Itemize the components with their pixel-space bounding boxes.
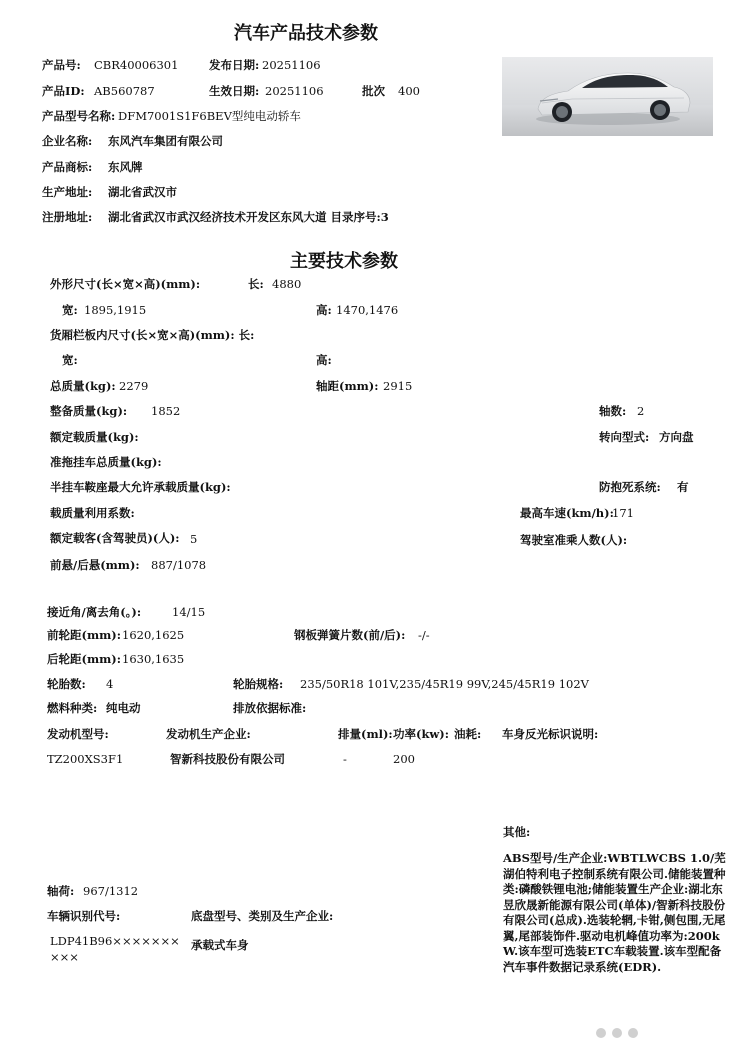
rear-track-value: 1630,1635 [122,652,185,666]
engine-maker-label: 发动机生产企业: [166,727,251,741]
emission-label: 排放依据标准: [233,701,307,715]
power-value: 200 [393,752,415,766]
leaf-spring-value: -/- [418,628,430,642]
passengers-value: 5 [190,532,198,546]
watermark [596,1020,736,1046]
chassis-label: 底盘型号、类别及生产企业: [191,909,334,923]
length-label: 长: [248,277,264,291]
page-title: 汽车产品技术参数 [234,23,378,44]
engine-model-value: TZ200XS3F1 [47,752,124,766]
displacement-label: 排量(ml): [338,727,393,741]
car-illustration [502,57,713,136]
axle-load-label: 轴荷: [47,884,75,898]
width-label: 宽: [62,303,78,317]
production-place-value: 湖北省武汉市 [108,185,177,199]
other-description: ABS型号/生产企业:WBTLWCBS 1.0/芜湖伯特利电子控制系统有限公司.储能装置种类:磷酸铁锂电池;储能装置生产企业:湖北东昱欣晟新能源有限公司(单体)/智新科技股份有限公司(总成).选装轮辋,卡钳,侧包围,无尾翼,尾部装饰件.驱动电机峰值功率为:200kW.该车型可选装ETC车载装置.该车型配备汽车事件数据记录系统(EDR). [503,851,726,974]
displacement-value: - [343,752,347,766]
curb-mass-value: 1852 [151,404,181,418]
cargo-dims-label: 货厢栏板内尺寸(长×宽×高)(mm): 长: [50,328,255,342]
total-mass-value: 2279 [119,379,149,393]
brand-value: 东风牌 [108,160,143,174]
model-value: DFM7001S1F6BEV型纯电动轿车 [118,109,301,123]
tires-count-label: 轮胎数: [47,677,86,691]
abs-value: 有 [677,480,689,494]
width-value: 1895,1915 [84,303,147,317]
tire-spec-value: 235/50R18 101V,235/45R19 99V,245/45R19 102V [300,677,589,691]
dims-label: 外形尺寸(长×宽×高)(mm): [50,277,201,291]
overhang-value: 887/1078 [151,558,207,572]
total-mass-label: 总质量(kg): [50,379,116,393]
engine-model-label: 发动机型号: [47,727,109,741]
wheelbase-value: 2915 [383,379,413,393]
white-electric-sedan-photo [502,57,713,136]
section-title-main-params: 主要技术参数 [290,251,398,272]
company-label: 企业名称: [42,134,93,148]
model-label: 产品型号名称: [42,109,116,123]
angles-label: 接近角/离去角(。): [47,605,142,619]
angles-value: 14/15 [172,605,206,619]
height-label: 高: [316,303,332,317]
rear-track-label: 后轮距(mm): [47,652,121,666]
product-id-label: 产品ID: [42,84,85,98]
max-speed-label: 最高车速(km/h): [520,506,614,520]
registered-address-value: 湖北省武汉市武汉经济技术开发区东风大道 目录序号:3 [108,210,389,224]
company-value: 东风汽车集团有限公司 [108,134,223,148]
axle-load-value: 967/1312 [83,884,139,898]
reflective-label: 车身反光标识说明: [502,727,599,741]
height-value: 1470,1476 [336,303,399,317]
front-track-label: 前轮距(mm): [47,628,121,642]
brand-label: 产品商标: [42,160,93,174]
release-date-label: 发布日期: [209,58,260,72]
overhang-label: 前悬/后悬(mm): [50,558,140,572]
tire-spec-label: 轮胎规格: [233,677,284,691]
effective-date-label: 生效日期: [209,84,260,98]
cargo-width-label: 宽: [62,353,78,367]
product-no-value: CBR40006301 [94,58,179,72]
fuel-label: 燃料种类: [47,701,98,715]
steering-label: 转向型式: [599,430,650,444]
saddle-mass-label: 半挂车鞍座最大允许承载质量(kg): [50,480,231,494]
wheelbase-label: 轴距(mm): [316,379,379,393]
abs-label: 防抱死系统: [599,480,661,494]
registered-address-label: 注册地址: [42,210,93,224]
watermark-dot-icon [596,1028,606,1038]
fuel-value: 纯电动 [106,701,141,715]
trailer-mass-label: 准拖挂车总质量(kg): [50,455,162,469]
cab-passengers-label: 驾驶室准乘人数(人): [520,533,628,547]
axles-value: 2 [637,404,645,418]
load-util-label: 载质量利用系数: [50,506,135,520]
watermark-dot-icon [612,1028,622,1038]
effective-date-value: 20251106 [265,84,324,98]
consumption-label: 油耗: [454,727,482,741]
watermark-dot-icon [628,1028,638,1038]
length-value: 4880 [272,277,302,291]
release-date-value: 20251106 [262,58,321,72]
power-label: 功率(kw): [393,727,449,741]
max-speed-value: 171 [612,506,634,520]
batch-label: 批次 [362,84,385,98]
batch-value: 400 [398,84,420,98]
production-place-label: 生产地址: [42,185,93,199]
leaf-spring-label: 钢板弹簧片数(前/后): [294,628,406,642]
other-label: 其他: [503,825,531,839]
tires-count-value: 4 [106,677,114,691]
cargo-height-label: 高: [316,353,332,367]
steering-value: 方向盘 [659,430,694,444]
product-id-value: AB560787 [94,84,155,98]
chassis-value: 承载式车身 [191,938,249,952]
front-track-value: 1620,1625 [122,628,185,642]
axles-label: 轴数: [599,404,627,418]
curb-mass-label: 整备质量(kg): [50,404,128,418]
vin-label: 车辆识别代号: [47,909,121,923]
product-no-label: 产品号: [42,58,81,72]
engine-maker-value: 智新科技股份有限公司 [170,752,285,766]
rated-load-label: 额定载质量(kg): [50,430,139,444]
vin-value: LDP41B96×××××××××× [50,934,180,964]
passengers-label: 额定载客(含驾驶员)(人): [50,531,180,545]
